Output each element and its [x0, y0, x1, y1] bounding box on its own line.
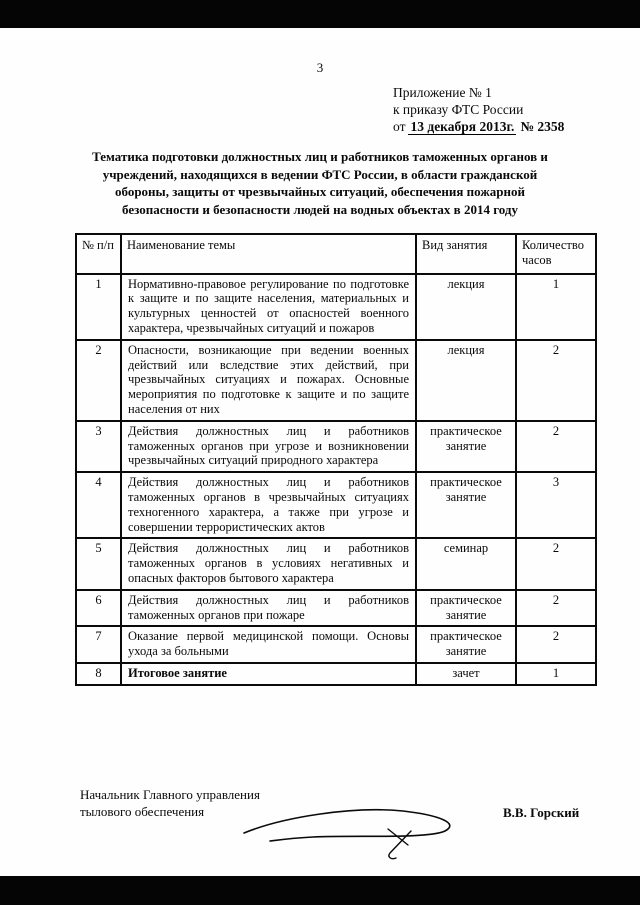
- lesson-type-cell: лекция: [416, 340, 516, 421]
- signer-title-line1: Начальник Главного управления: [80, 787, 260, 802]
- lesson-type-cell: зачет: [416, 663, 516, 685]
- lesson-type-cell: практическое занятие: [416, 590, 516, 627]
- hours-cell: 2: [516, 538, 596, 589]
- scan-black-bar-bottom: [0, 876, 640, 905]
- document-title: Тематика подготовки должностных лиц и работников таможенных органов и учреждений, находящихся в ведении ФТС России, в области гражданской обороны, защиты от чрезвычайных ситуаций, обеспечения пожарной безопасности и безопасности людей на водных объектах в 2014 году: [92, 149, 548, 217]
- row-number-cell: 8: [76, 663, 121, 685]
- header-date-line: [393, 118, 564, 135]
- row-number-cell: 7: [76, 626, 121, 663]
- signer-name: В.В. Горский: [503, 805, 580, 820]
- hours-cell: 2: [516, 421, 596, 472]
- hours-cell: 2: [516, 626, 596, 663]
- signature-icon: [238, 793, 488, 865]
- header-date-prefix: от: [393, 119, 406, 134]
- page-number: 3: [316, 60, 324, 75]
- row-number-cell: 5: [76, 538, 121, 589]
- table-row: [76, 538, 596, 589]
- topic-cell: Оказание первой медицинской помощи. Основы ухода за больными: [121, 626, 416, 663]
- row-number-cell: 2: [76, 340, 121, 421]
- topic-cell: Нормативно-правовое регулирование по подготовке к защите и по защите населения, материальных и культурных ценностей от опасностей военного характера, чрезвычайных ситуаций и пожаров: [121, 274, 416, 340]
- column-header-number: № п/п: [76, 234, 121, 274]
- topic-cell: Итоговое занятие: [121, 663, 416, 685]
- table-body: [76, 274, 596, 685]
- header-order-line: к приказу ФТС России: [393, 102, 524, 117]
- topic-cell: Опасности, возникающие при ведении военных действий или вследствие этих действий, при чрезвычайных ситуациях и пожарах. Основные мероприятия по подготовке к защите и по защите населения от них: [121, 340, 416, 421]
- hours-cell: 1: [516, 663, 596, 685]
- table-row: [76, 421, 596, 472]
- table-row: [76, 663, 596, 685]
- header-date-value: 13 декабря 2013г.: [410, 119, 515, 134]
- header-order-number: № 2358: [520, 119, 565, 134]
- lesson-type-cell: практическое занятие: [416, 626, 516, 663]
- hours-cell: 1: [516, 274, 596, 340]
- row-number-cell: 4: [76, 472, 121, 538]
- lesson-type-cell: практическое занятие: [416, 472, 516, 538]
- signer-title-line2: тылового обеспечения: [80, 804, 205, 819]
- hours-cell: 3: [516, 472, 596, 538]
- signature-scribble: [238, 793, 488, 865]
- header-appendix-line: Приложение № 1: [393, 85, 492, 100]
- signer-title-block: [80, 786, 260, 820]
- table-header-row: [76, 234, 596, 274]
- table-row: [76, 472, 596, 538]
- table-header: [76, 234, 596, 274]
- column-header-type: Вид занятия: [416, 234, 516, 274]
- scan-black-bar-top: [0, 0, 640, 28]
- topic-cell: Действия должностных лиц и работников таможенных органов при пожаре: [121, 590, 416, 627]
- table-row: [76, 626, 596, 663]
- document-header-block: [393, 84, 564, 135]
- topics-table: [75, 233, 597, 686]
- table-row: [76, 590, 596, 627]
- topic-cell: Действия должностных лиц и работников таможенных органов при угрозе и возникновении чрезвычайных ситуаций природного характера: [121, 421, 416, 472]
- lesson-type-cell: семинар: [416, 538, 516, 589]
- lesson-type-cell: лекция: [416, 274, 516, 340]
- column-header-hours: Количество часов: [516, 234, 596, 274]
- hours-cell: 2: [516, 340, 596, 421]
- row-number-cell: 3: [76, 421, 121, 472]
- hours-cell: 2: [516, 590, 596, 627]
- table-row: [76, 340, 596, 421]
- row-number-cell: 6: [76, 590, 121, 627]
- table-row: [76, 274, 596, 340]
- lesson-type-cell: практическое занятие: [416, 421, 516, 472]
- topic-cell: Действия должностных лиц и работников таможенных органов в условиях негативных и опасных факторов бытового характера: [121, 538, 416, 589]
- column-header-topic: Наименование темы: [121, 234, 416, 274]
- row-number-cell: 1: [76, 274, 121, 340]
- topic-cell: Действия должностных лиц и работников таможенных органов в чрезвычайных ситуациях техногенного характера, а также при угрозе и совершении террористических актов: [121, 472, 416, 538]
